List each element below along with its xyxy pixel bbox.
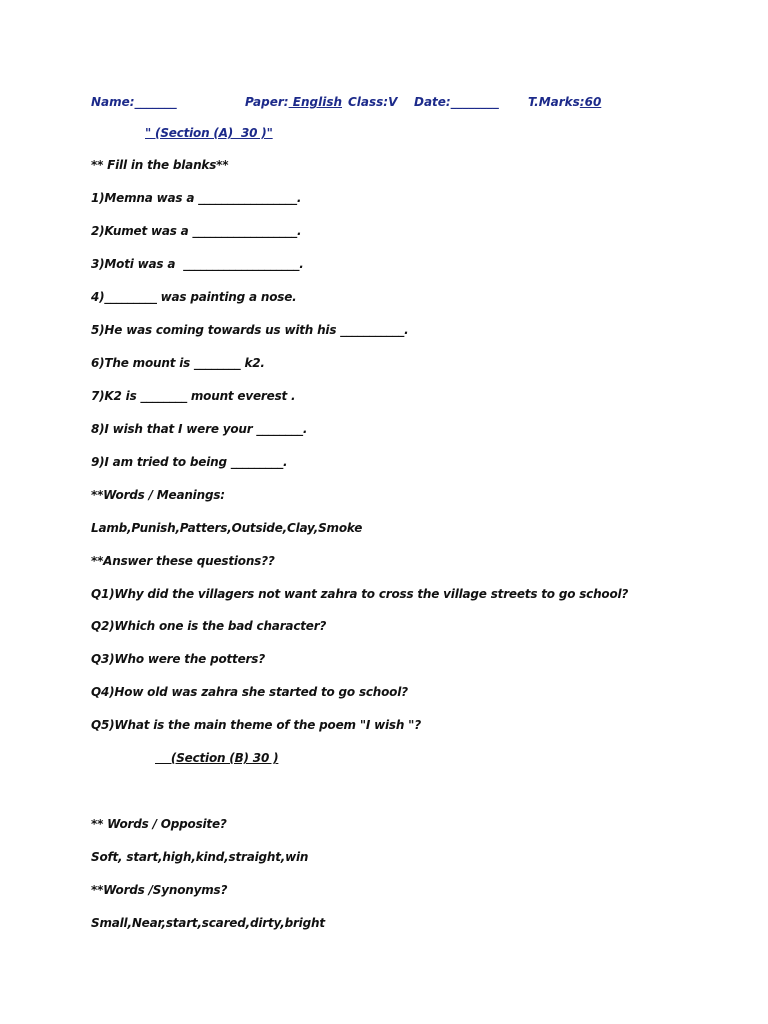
paper-label: Paper: — [245, 95, 289, 109]
blank-item: 8)I wish that I were your ________. — [91, 422, 308, 436]
blank-item: 6)The mount is ________ k2. — [91, 356, 265, 370]
blank-item: 2)Kumet was a __________________. — [91, 224, 302, 238]
blank-item: 4)_________ was painting a nose. — [91, 290, 297, 304]
date-field: Date:________ — [414, 95, 499, 109]
class-field: Class:V — [348, 95, 398, 109]
blank-item: 9)I am tried to being _________. — [91, 455, 288, 469]
worksheet-header — [0, 94, 768, 110]
question-item: Q1)Why did the villagers not want zahra to cross the village streets to go school? — [91, 587, 629, 601]
section-a-title: " (Section (A) 30 )" — [145, 126, 273, 140]
question-item: Q4)How old was zahra she started to go school? — [91, 685, 408, 699]
blank-item: 3)Moti was a ____________________. — [91, 257, 304, 271]
synonyms-word-list: Small,Near,start,scared,dirty,bright — [91, 916, 325, 930]
opposites-word-list: Soft, start,high,kind,straight,win — [91, 850, 309, 864]
meanings-heading: **Words / Meanings: — [91, 488, 225, 502]
total-marks-value: :60 — [579, 95, 602, 109]
fill-blanks-heading: ** Fill in the blanks** — [91, 158, 229, 172]
synonyms-heading: **Words /Synonyms? — [91, 883, 228, 897]
meanings-word-list: Lamb,Punish,Patters,Outside,Clay,Smoke — [91, 521, 363, 535]
blank-item: 5)He was coming towards us with his ___________. — [91, 323, 409, 337]
question-item: Q2)Which one is the bad character? — [91, 619, 327, 633]
question-item: Q3)Who were the potters? — [91, 652, 265, 666]
section-b-title: (Section (B) 30 ) — [155, 751, 279, 765]
total-marks-label: T.Marks — [528, 95, 580, 109]
opposites-heading: ** Words / Opposite? — [91, 817, 227, 831]
question-item: Q5)What is the main theme of the poem "I wish "? — [91, 718, 421, 732]
total-marks-field — [528, 94, 601, 110]
blank-item: 1)Memna was a _________________. — [91, 191, 302, 205]
blank-item: 7)K2 is ________ mount everest . — [91, 389, 296, 403]
name-field: Name:_______ — [91, 95, 177, 109]
paper-value: English — [288, 95, 342, 109]
paper-field — [245, 94, 342, 110]
questions-heading: **Answer these questions?? — [91, 554, 275, 568]
